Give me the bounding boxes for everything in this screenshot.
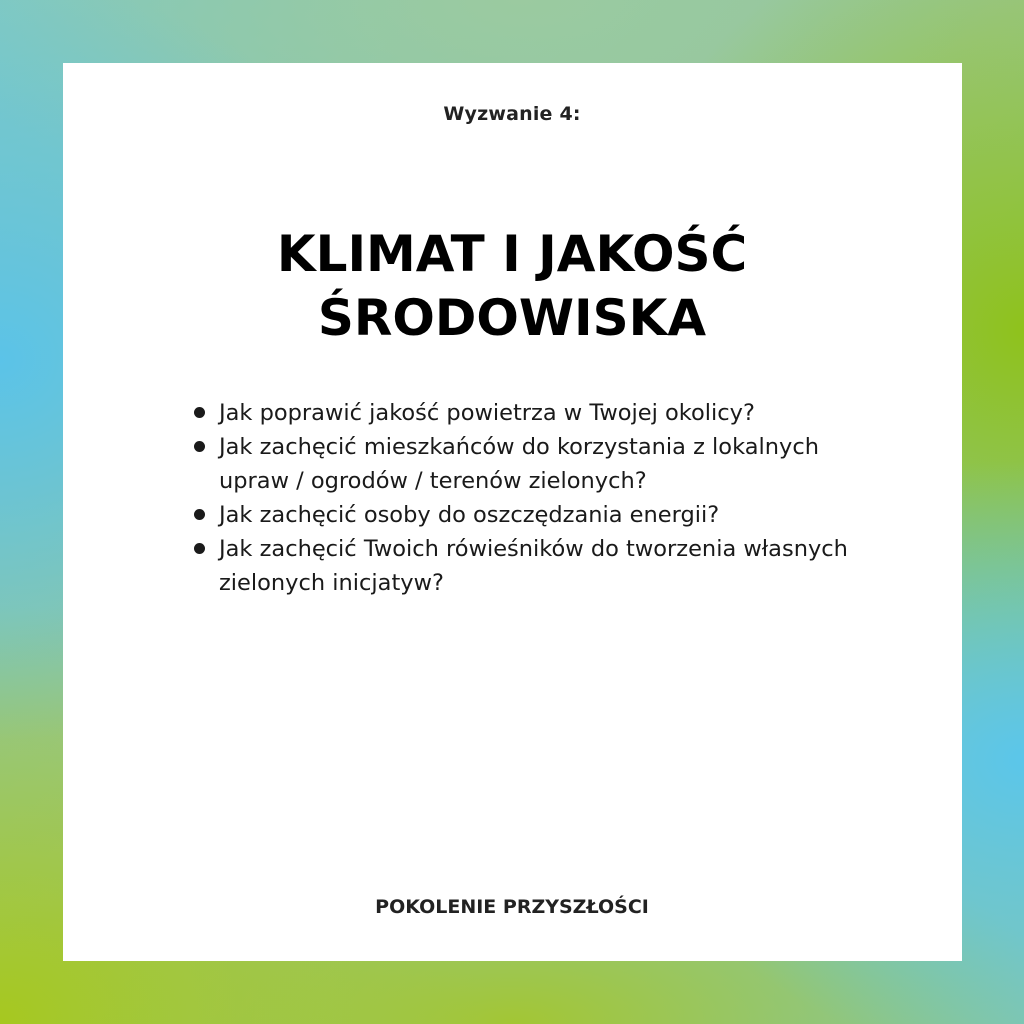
bullet-icon	[194, 407, 205, 418]
list-item-text: Jak poprawić jakość powietrza w Twojej okolicy?	[219, 400, 755, 426]
page-title	[0, 222, 1024, 350]
title-line-1: KLIMAT I JAKOŚĆ	[276, 225, 748, 283]
title-line-2: ŚRODOWISKA	[317, 289, 707, 347]
challenge-subtitle: Wyzwanie 4:	[443, 103, 581, 125]
footer-brand: POKOLENIE PRZYSZŁOŚCI	[375, 896, 649, 918]
bullet-icon	[194, 543, 205, 554]
list-item-text: Jak zachęcić Twoich rówieśników do tworzenia własnych zielonych inicjatyw?	[219, 536, 848, 596]
list-item	[219, 396, 859, 430]
list-item	[219, 498, 859, 532]
list-item	[219, 532, 859, 600]
list-item	[219, 430, 859, 498]
bullet-icon	[194, 441, 205, 452]
questions-list	[219, 396, 859, 600]
bullet-icon	[194, 509, 205, 520]
list-item-text: Jak zachęcić mieszkańców do korzystania z lokalnych upraw / ogrodów / terenów zielonych?	[219, 434, 819, 494]
list-item-text: Jak zachęcić osoby do oszczędzania energii?	[219, 502, 720, 528]
